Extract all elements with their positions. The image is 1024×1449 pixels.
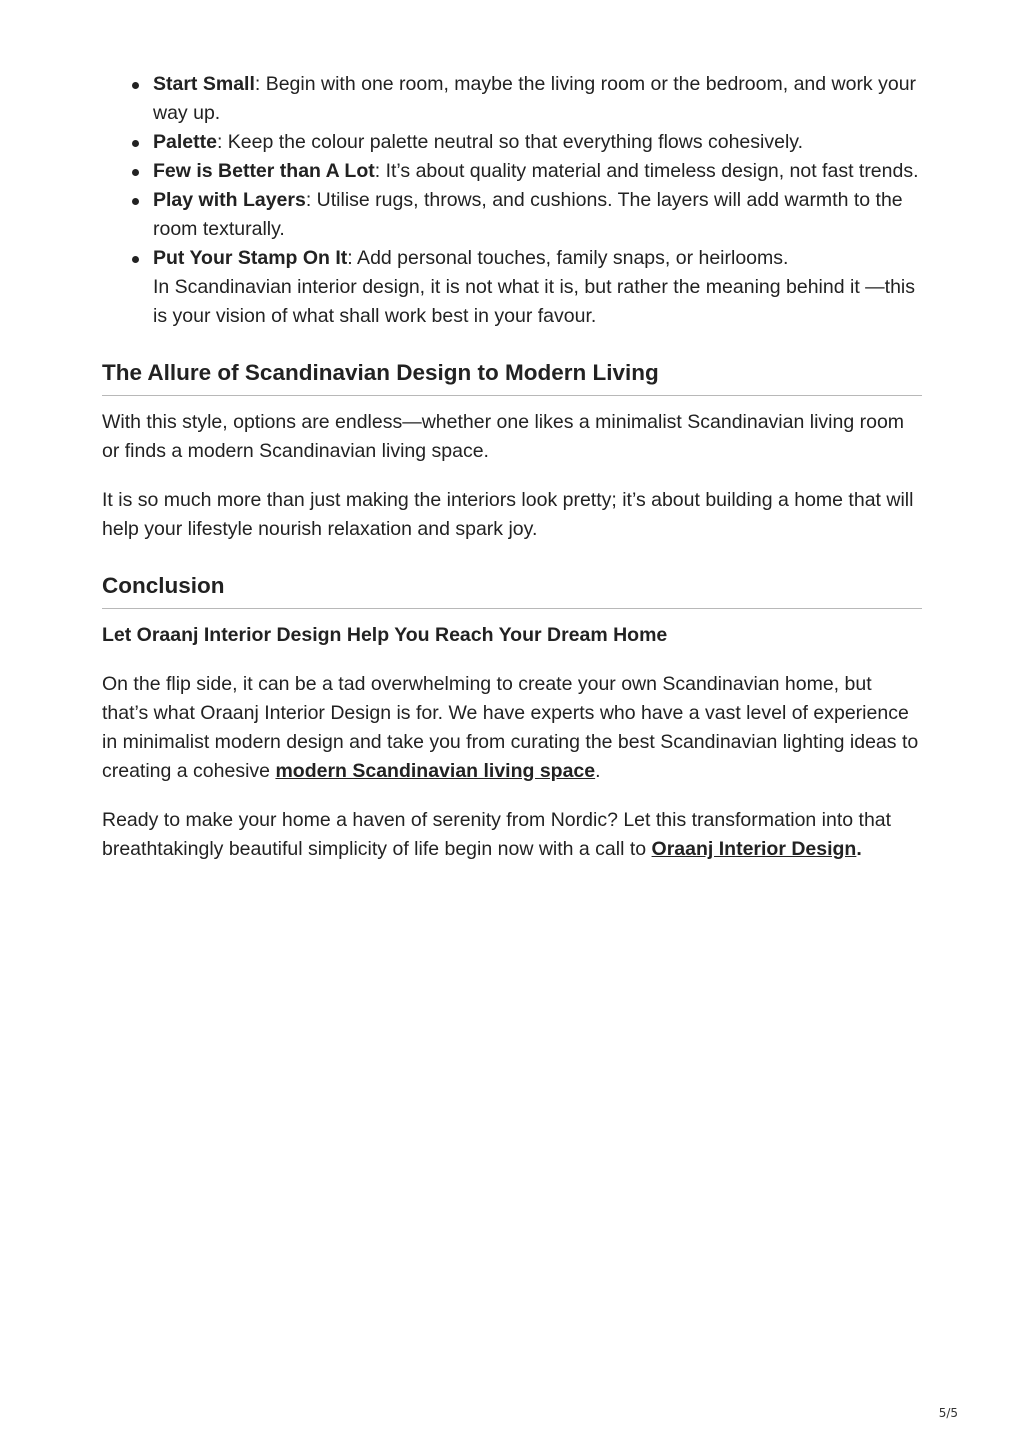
bullet-icon xyxy=(132,198,139,205)
conclusion-paragraph-1-text: On the flip side, it can be a tad overwhelming to create your own Scandinavian home, but that’s what Oraanj Interior Design is for. We have experts who have a vast level of experience in minimalist modern design and take you from curating the best Scandinavian lighting ideas to creating a cohesive xyxy=(102,673,919,782)
conclusion-paragraph-1 xyxy=(102,670,922,786)
conclusion-paragraph-1-end: . xyxy=(595,760,601,782)
tip-text: : Add personal touches, family snaps, or heirlooms. xyxy=(347,247,789,269)
allure-paragraph-1: With this style, options are endless—whether one likes a minimalist Scandinavian living room or finds a modern Scandinavian living space. xyxy=(102,411,905,462)
list-item xyxy=(102,244,922,331)
section-heading-conclusion: Conclusion xyxy=(102,572,922,609)
conclusion-paragraph-2-end: . xyxy=(856,838,862,860)
list-item xyxy=(102,128,922,157)
list-item xyxy=(102,70,922,128)
modern-scandinavian-living-space-link[interactable]: modern Scandinavian living space xyxy=(275,760,596,782)
bullet-icon xyxy=(132,256,139,263)
oraanj-interior-design-link[interactable]: Oraanj Interior Design xyxy=(651,838,857,860)
tip-title: Few is Better than A Lot xyxy=(153,160,375,182)
allure-paragraph-2: It is so much more than just making the interiors look pretty; it’s about building a home that will help your lifestyle nourish relaxation and spark joy. xyxy=(102,489,914,540)
conclusion-subheading: Let Oraanj Interior Design Help You Reach Your Dream Home xyxy=(102,624,668,646)
bullet-icon xyxy=(132,169,139,176)
tip-title: Start Small xyxy=(153,73,255,95)
bullet-icon xyxy=(132,140,139,147)
tips-list xyxy=(102,70,922,331)
tip-text: : Utilise rugs, throws, and cushions. The layers will add warmth to the room texturally. xyxy=(153,189,903,240)
list-item xyxy=(102,157,922,186)
tip-text: : It’s about quality material and timeless design, not fast trends. xyxy=(374,160,919,182)
page-number: 5/5 xyxy=(938,1406,958,1420)
section-heading-allure: The Allure of Scandinavian Design to Modern Living xyxy=(102,359,922,396)
tip-title: Palette xyxy=(153,131,217,153)
tip-text: : Keep the colour palette neutral so that everything flows cohesively. xyxy=(216,131,804,153)
list-item xyxy=(102,186,922,244)
tip-title: Put Your Stamp On It xyxy=(153,247,348,269)
conclusion-paragraph-2 xyxy=(102,806,922,864)
bullet-icon xyxy=(132,82,139,89)
tip-text: : Begin with one room, maybe the living room or the bedroom, and work your way up. xyxy=(153,73,917,124)
tip-closing-note: In Scandinavian interior design, it is not what it is, but rather the meaning behind it —this is your vision of what shall work best in your favour. xyxy=(153,276,916,327)
conclusion-paragraph-2-text: Ready to make your home a haven of serenity from Nordic? Let this transformation into that breathtakingly beautiful simplicity of life begin now with a call to xyxy=(102,809,892,860)
document-body xyxy=(102,70,922,864)
tip-title: Play with Layers xyxy=(153,189,306,211)
